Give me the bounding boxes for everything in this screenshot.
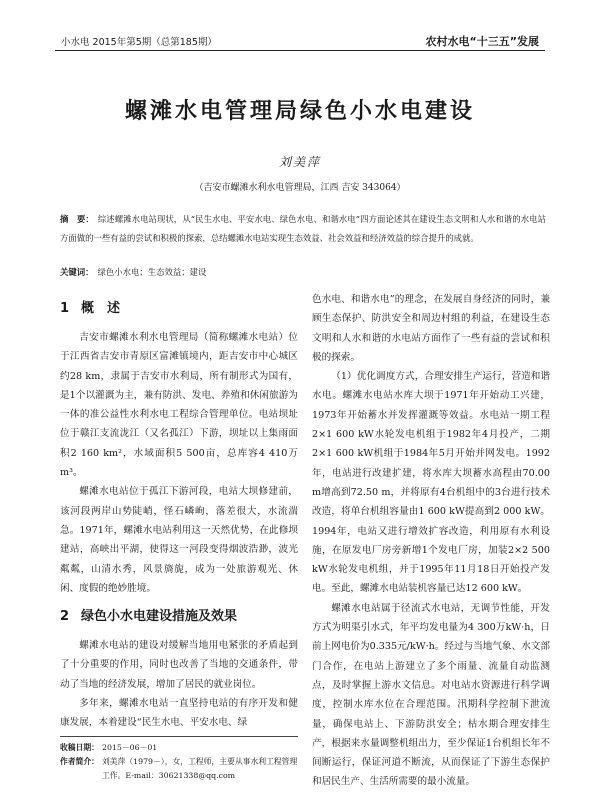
column-name: 农村水电“十三五”发展 <box>425 35 539 48</box>
paragraph: 螺滩水电站的建设对缓解当地用电紧张的矛盾起到了十分重要的作用，同时也改善了当地的交通条件，带动了当地的经济发展，增加了居民的就业岗位。 <box>60 640 298 690</box>
keywords <box>60 265 546 279</box>
keywords-text: 绿色小水电；生态效益；建设 <box>97 267 207 277</box>
section-heading <box>60 606 298 628</box>
received-value: 2015－06－01 <box>101 743 158 752</box>
section-number: 1 <box>60 301 70 316</box>
section-title: 绿色小水电建设措施及效果 <box>81 609 238 625</box>
paragraph: 螺滩水电站属于径流式水电站，无调节性能，开发方式为明渠引水式，年平均发电量为4 300万kW·h，日前上网电价为0.335元/kW·h。经过与当地气象、水文部门合作，在电站上游建立了多个雨量、流量自动监测点，及时掌握上游水文信息。对电站水资源进行科学调度，控制水库水位在合理范围。汛期科学控制下泄流量，确保电站上、下游防洪安全；枯水期合理安排生产，根据来水量调整机组出力，至少保证1台机组长年不间断运行，保证河道不断流，从而保证了下游生态保护和居民生产、生活所需要的最小流量。 <box>312 602 550 788</box>
paragraph: 吉安市螺滩水利水电管理局（简称螺滩水电站）位于江西省吉安市青原区富滩镇境内，距吉安市中心城区约28 km，隶属于吉安市水利局，所有制形式为国有，是1个以灌溉为主，兼有防洪、发电、养殖和休闲旅游为一体的准公益性水利水电工程综合管理单位。电站坝址位于赣江支流泷江（又名孤江）下游，坝址以上集雨面积2 160 km²，水域面积5 500亩，总库容4 410万 m³。 <box>60 332 298 479</box>
right-column <box>312 290 550 792</box>
keywords-label: 关键词： <box>60 267 94 277</box>
paragraph: （1）优化调度方式，合理安排生产运行，营造和谐水电。螺滩水电站水库大坝于1971年开始动工兴建，1973年开始蓄水并发挥灌溉等效益。水电站一期工程2×1 600 kW水轮发电机组于1982年4月投产，二期2×1 600 kW机组于1984年5月开始并网发电。1992年，电站进行改建扩建，将水库大坝蓄水高程由70.00 m增高到72.50 m，并将原有4台机组中的3台进行技术改造，将单台机组容量由1 600 kW提高到2 000 kW。1994年，电站又进行增效扩容改造，利用原有水利设施，在原发电厂房旁新增1个发电厂房，加装2×2 500 kW水轮发电机组，并于1995年11月18日开始投产发电。至此，螺滩水电站装机容量已达12 600 kW。 <box>312 371 550 595</box>
author-affiliation: （吉安市螺滩水利水电管理局，江西 吉安 343064） <box>194 183 406 193</box>
paragraph: 多年来，螺滩水电站一直坚持电站的有序开发和健康发展，本着建设“民生水电、平安水电、绿 <box>60 698 298 729</box>
article-title: 螺滩水电管理局绿色小水电建设 <box>124 99 475 124</box>
footnote <box>60 736 298 783</box>
left-column <box>60 290 298 733</box>
paragraph: 色水电、和谐水电”的理念，在发展自身经济的同时，兼顾生态保护、防洪安全和周边村组的利益，在建设生态文明和人水和谐的水电站方面作了一些有益的尝试和积极的探索。 <box>312 294 550 363</box>
received-date <box>60 741 298 755</box>
author-bio-label: 作者简介： <box>60 757 99 766</box>
author-bio <box>60 755 298 783</box>
author-bio-text: 刘美萍（1979－），女，工程师，主要从事水利工程管理工作。E-mail：30621338@qq.com <box>101 757 298 780</box>
abstract-text: 综述螺滩水电站现状，从“民生水电、平安水电、绿色水电、和谐水电”四方面论述其在建设生态文明和人水和谐的水电站方面做的一些有益的尝试和积极的探索，总结螺滩水电站实现生态效益、社会效益和经济效益的综合提升的成就。 <box>60 214 546 243</box>
abstract <box>60 210 546 248</box>
received-label: 收稿日期： <box>60 743 99 752</box>
author-name: 刘美萍 <box>278 155 321 169</box>
section-title: 概 述 <box>81 301 121 316</box>
section-heading <box>60 298 298 320</box>
running-header <box>55 30 545 51</box>
paragraph: 螺滩水电站位于孤江下游河段，电站大坝修建前，该河段两岸山势陡峭，怪石嶙峋，落差很大，水流湍急。1971年，螺滩水电站利用这一天然优势，在此修坝建站，高峡出平湖，使得这一河段变得烟波浩渺，波光粼粼，山清水秀，风景旖旎，成为一处旅游观光、休闲、度假的绝妙胜境。 <box>60 486 298 594</box>
section-number: 2 <box>60 609 70 625</box>
abstract-label: 摘 要： <box>60 214 94 224</box>
journal-issue: 小水电 2015年第5期（总第185期） <box>61 37 217 48</box>
